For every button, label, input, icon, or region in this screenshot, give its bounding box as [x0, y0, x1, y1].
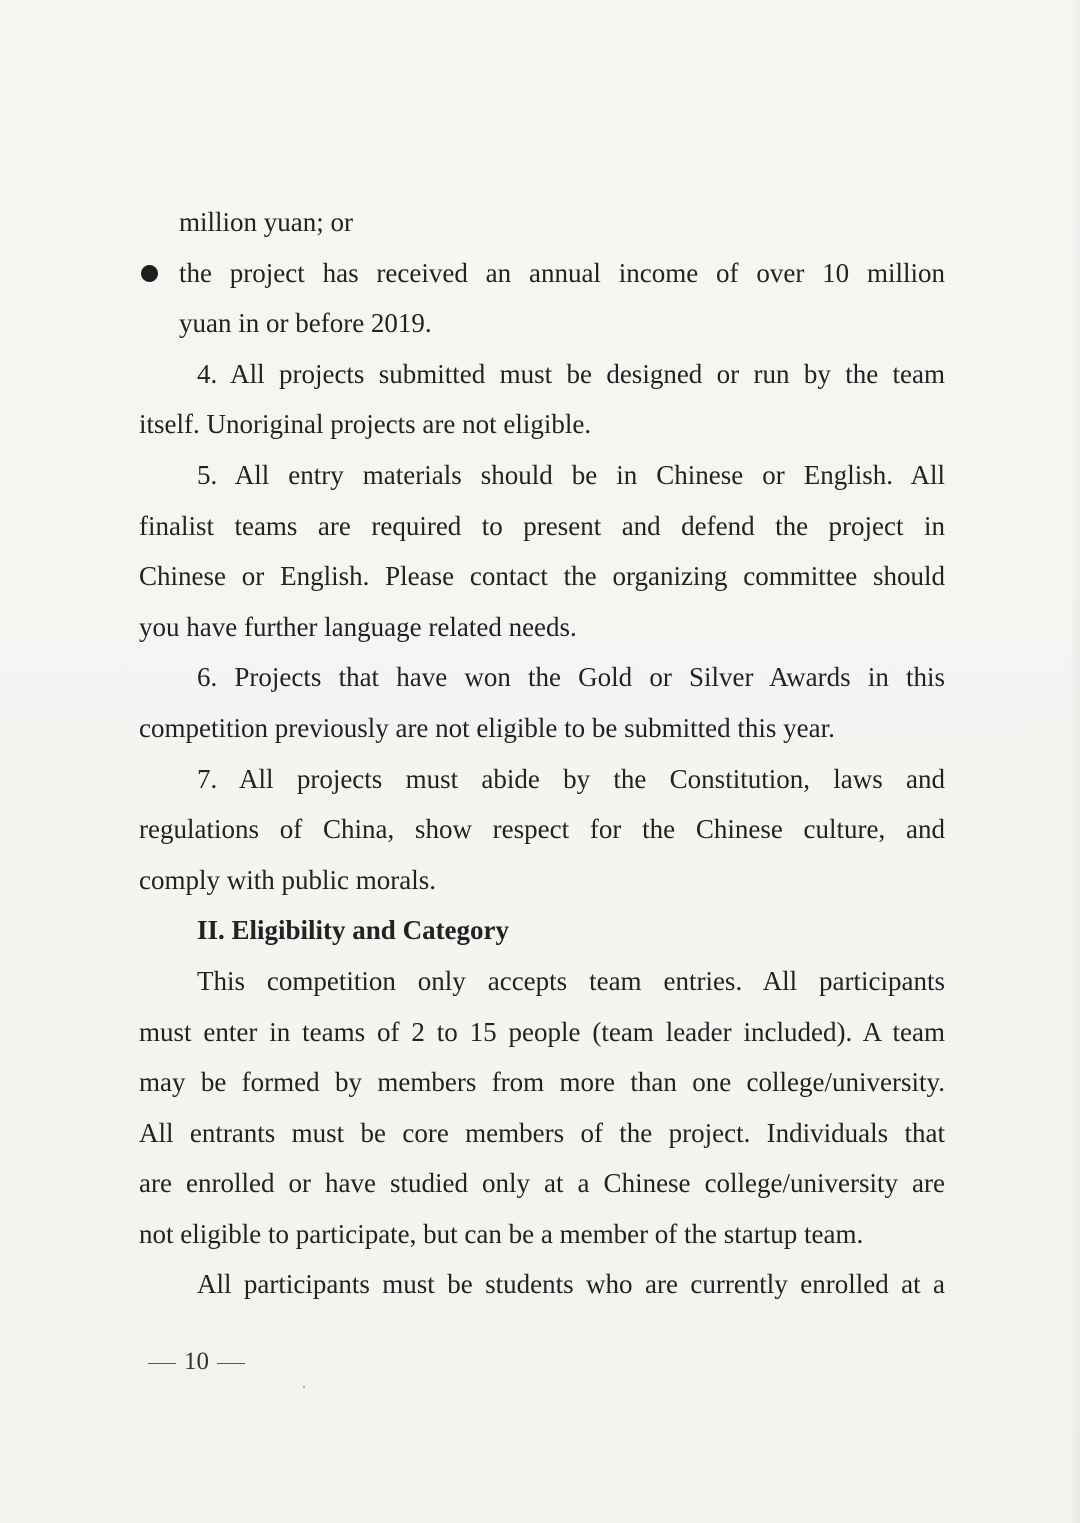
bullet-icon	[141, 265, 158, 282]
text-line: the project has received an annual income of over 10 million	[179, 257, 945, 288]
paragraph-start: This competition only accepts team entries. All participants	[197, 965, 945, 996]
text-line: All entrants must be core members of the project. Individuals that	[139, 1117, 945, 1148]
scan-speck	[303, 1386, 305, 1388]
text-line: Chinese or English. Please contact the organizing committee should	[139, 561, 945, 592]
paragraph-start: 5. All entry materials should be in Chinese or English. All	[197, 459, 945, 490]
paragraph-start: All participants must be students who are currently enrolled at a	[197, 1269, 945, 1300]
text-line: yuan in or before 2019.	[179, 308, 432, 339]
paragraph-start: 6. Projects that have won the Gold or Silver Awards in this	[197, 662, 945, 693]
text-line: must enter in teams of 2 to 15 people (team leader included). A team	[139, 1016, 945, 1047]
text-line: are enrolled or have studied only at a Chinese college/university are	[139, 1168, 945, 1199]
text-line: regulations of China, show respect for the Chinese culture, and	[139, 814, 945, 845]
text-line: you have further language related needs.	[139, 611, 577, 642]
text-line: may be formed by members from more than one college/university.	[139, 1067, 945, 1098]
section-heading: II. Eligibility and Category	[197, 915, 510, 946]
text-line: itself. Unoriginal projects are not eligible.	[139, 409, 592, 440]
paragraph-start: 4. All projects submitted must be designed or run by the team	[197, 358, 945, 389]
document-body	[139, 197, 945, 1310]
text-line: comply with public morals.	[139, 864, 436, 895]
text-line: million yuan; or	[179, 207, 353, 237]
text-line: not eligible to participate, but can be a member of the startup team.	[139, 1218, 864, 1249]
page-edge-shadow	[1070, 0, 1080, 1523]
text-line: competition previously are not eligible to be submitted this year.	[139, 712, 835, 743]
page-number: 10	[184, 1348, 209, 1375]
text-line: finalist teams are required to present and defend the project in	[139, 510, 945, 541]
bullet-item	[139, 248, 945, 299]
paragraph-start: 7. All projects must abide by the Constitution, laws and	[197, 763, 945, 794]
footer-dash-left	[148, 1363, 176, 1364]
footer-dash-right	[217, 1363, 245, 1364]
page-footer	[140, 1348, 253, 1376]
